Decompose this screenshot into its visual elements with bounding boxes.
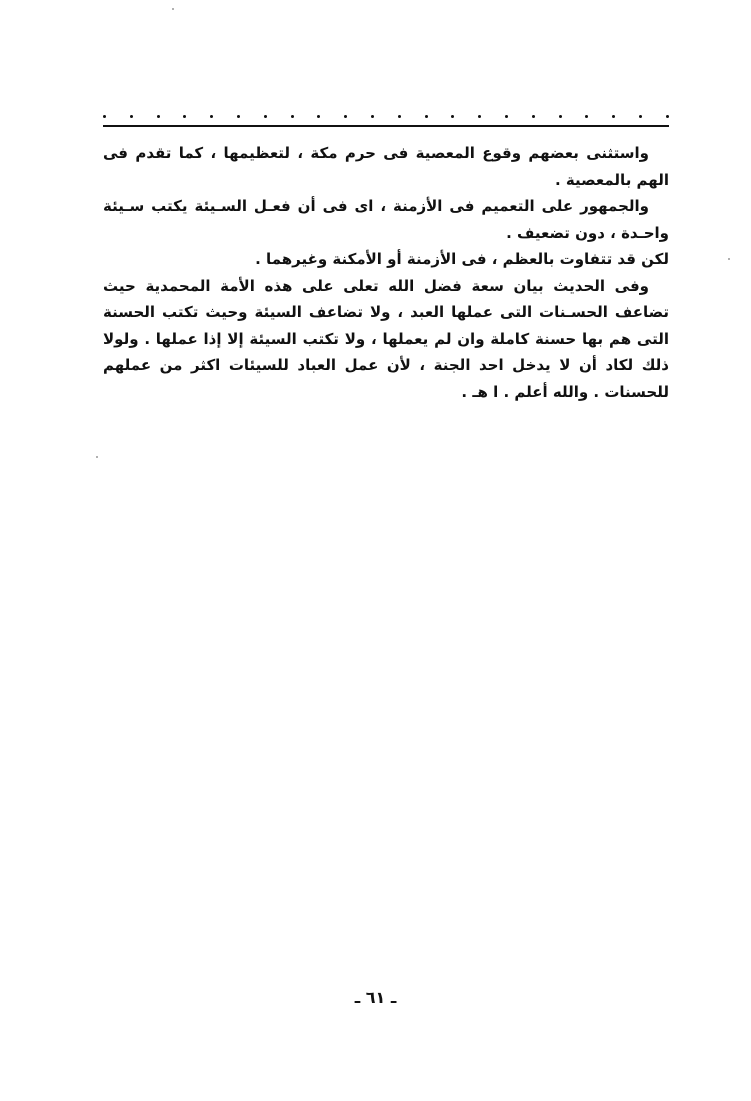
paragraph: واستثنى بعضهم وقوع المعصية فى حرم مكة ، لتعظيمها ، كما تقدم فى الهم بالمعصية . bbox=[103, 144, 669, 189]
scan-speck bbox=[172, 8, 174, 10]
paragraph: والجمهور على التعميم فى الأزمنة ، اى فى أن فعـل السـيئة يكتب سـيئة واحـدة ، دون تضعيف . bbox=[103, 197, 669, 242]
body-text bbox=[103, 140, 669, 405]
scan-speck bbox=[728, 258, 730, 260]
dotted-ornament-rule bbox=[103, 112, 669, 120]
header-rule bbox=[103, 125, 669, 127]
paragraph: لكن قد تتفاوت بالعظم ، فى الأزمنة أو الأمكنة وغيرهما . bbox=[255, 250, 669, 268]
scan-speck bbox=[96, 456, 98, 458]
paragraph: وفى الحديث بيان سعة فضل الله تعلى على هذه الأمة المحمدية حيث تضاعف الحسـنات التى عملها العبد ، ولا تضاعف السيئة وحيث تكتب الحسنة التى هم بها حسنة كاملة وان لم يعملها ، ولا تكتب السيئة إلا إذا عملها . ولولا ذلك لكاد أن لا يدخل احد الجنة ، لأن عمل العباد للسيئات اكثر من عملهم للحسنات . والله أعلم . ا هـ . bbox=[103, 276, 669, 401]
page-number: ـ ٦١ ـ bbox=[354, 988, 397, 1007]
